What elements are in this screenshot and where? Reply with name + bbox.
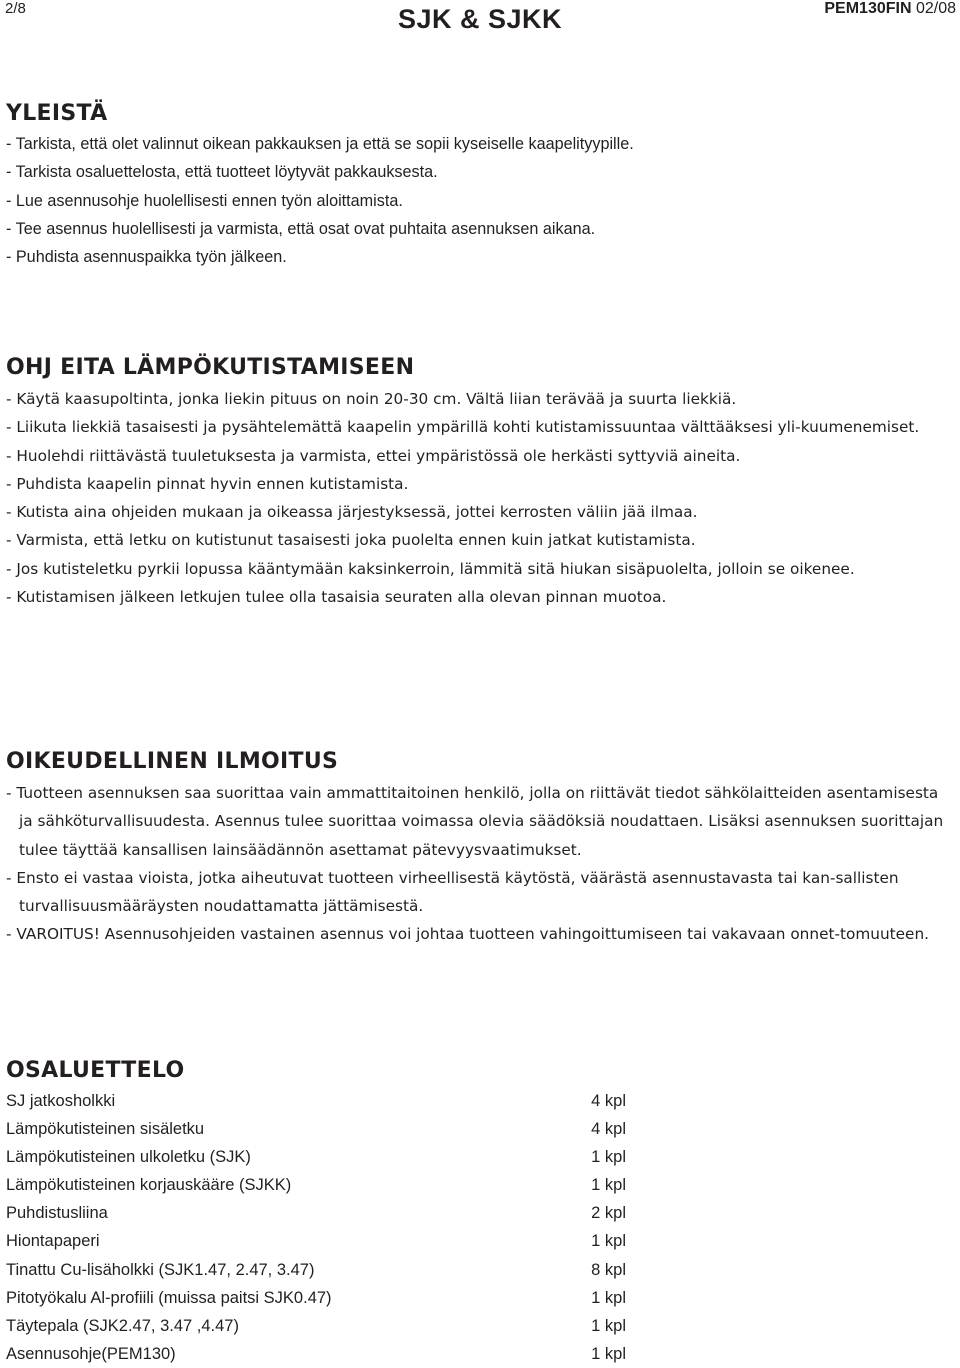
parts-row [6, 1227, 956, 1255]
list-item: - Puhdista asennuspaikka työn jälkeen. [6, 248, 287, 267]
list-item: - Kutista aina ohjeiden mukaan ja oikeassa järjestyksessä, jottei kerrosten väliin jää ilmaa. [6, 503, 698, 522]
parts-row [6, 1256, 956, 1284]
list-item: - Kutistamisen jälkeen letkujen tulee olla tasaisia seuraten alla olevan pinnan muotoa. [6, 588, 667, 607]
list-item: - Käytä kaasupoltinta, jonka liekin pituus on noin 20-30 cm. Vältä liian terävää ja suurta liekkiä. [6, 390, 737, 408]
section-osaluettelo [6, 1057, 956, 1368]
list-item: - Tee asennus huolellisesti ja varmista, että osat ovat puhtaita asennuksen aikana. [6, 219, 596, 238]
list-item: - Puhdista kaapelin pinnat hyvin ennen kutistamista. [6, 474, 409, 493]
parts-row [6, 1115, 956, 1143]
part-quantity: 1 kpl [591, 1316, 626, 1335]
section-title: OHJ EITA LÄMPÖKUTISTAMISEEN [6, 355, 415, 380]
list-item: - VAROITUS! Asennusohjeiden vastainen asennus voi johtaa tuotteen vahingoittumiseen tai vakavaan onnet-tomuuteen. [6, 925, 930, 944]
part-quantity: 8 kpl [591, 1260, 626, 1279]
list-item: - Liikuta liekkiä tasaisesti ja pysähtelemättä kaapelin ympärillä kohti kutistamissuuntaa välttääksesi yli-kuumenemiset. [6, 418, 920, 437]
section-ohjeita [6, 354, 956, 611]
list-item: - Huolehdi riittävästä tuuletuksesta ja varmista, ettei ympäristössä ole herkästi syttyviä aineita. [6, 446, 741, 465]
list-item: - Lue asennusohje huolellisesti ennen työn aloittamista. [6, 191, 403, 210]
parts-row [6, 1087, 956, 1115]
page-number: 2/8 [5, 0, 26, 17]
instruction-list [6, 385, 956, 611]
part-quantity: 2 kpl [591, 1204, 626, 1223]
list-item: - Tuotteen asennuksen saa suorittaa vain ammattitaitoinen henkilö, jolla on riittävät tiedot sähkölaitteiden asentamisesta ja sähköturvallisuudesta. Asennus tulee suorittaa voimassa olevia säädöksiä noudattaen. Lisäksi asennuksen suorittajan tulee täyttää kansallisen lainsäädännön asettamat pätevyysvaatimukset. [6, 784, 944, 859]
section-yleista [6, 100, 956, 271]
part-quantity: 4 kpl [591, 1120, 626, 1139]
part-name: Lämpökutisteinen ulkoletku (SJK) [6, 1148, 251, 1167]
document-title: SJK & SJKK [397, 4, 563, 34]
part-name: Asennusohje(PEM130) [6, 1344, 176, 1363]
part-name: Täytepala (SJK2.47, 3.47 ,4.47) [6, 1316, 239, 1335]
legal-list [6, 779, 956, 949]
document-code-id: PEM130FIN [824, 0, 912, 17]
parts-list [6, 1087, 956, 1368]
list-item: - Varmista, että letku on kutistunut tasaisesti joka puolelta ennen kuin jatkat kutistamista. [6, 531, 696, 550]
document-code [824, 0, 956, 18]
part-name: SJ jatkosholkki [6, 1092, 116, 1110]
list-item: - Tarkista, että olet valinnut oikean pakkauksen ja että se sopii kyseiselle kaapelityypille. [6, 135, 634, 153]
section-title: OIKEUDELLINEN ILMOITUS [6, 749, 339, 774]
parts-row [6, 1171, 956, 1199]
part-quantity: 1 kpl [591, 1148, 626, 1167]
parts-row [6, 1284, 956, 1312]
instruction-list [6, 130, 956, 271]
part-quantity: 1 kpl [591, 1288, 626, 1307]
parts-row [6, 1312, 956, 1340]
parts-row [6, 1199, 956, 1227]
part-name: Tinattu Cu-lisäholkki (SJK1.47, 2.47, 3.47) [6, 1260, 315, 1279]
part-quantity: 4 kpl [591, 1092, 626, 1110]
part-quantity: 1 kpl [591, 1176, 626, 1195]
part-name: Lämpökutisteinen korjauskääre (SJKK) [6, 1176, 292, 1195]
part-quantity: 1 kpl [591, 1232, 626, 1251]
parts-row [6, 1143, 956, 1171]
list-item: - Tarkista osaluettelosta, että tuotteet löytyvät pakkauksesta. [6, 163, 438, 182]
list-item: - Jos kutisteletku pyrkii lopussa kääntymään kaksinkerroin, lämmitä sitä hiukan sisäpuolelta, jolloin se oikenee. [6, 559, 855, 578]
part-name: Pitotyökalu Al-profiili (muissa paitsi SJK0.47) [6, 1288, 332, 1307]
section-title: YLEISTÄ [6, 101, 108, 126]
section-title: OSALUETTELO [6, 1058, 185, 1083]
document-code-date: 02/08 [911, 0, 956, 17]
part-quantity: 1 kpl [591, 1344, 626, 1363]
list-item: - Ensto ei vastaa vioista, jotka aiheutuvat tuotteen virheellisestä käytöstä, väärästä asennustavasta tai kan-sallisten turvallisuusmääräysten noudattamatta jättämisestä. [6, 868, 899, 916]
parts-row [6, 1340, 956, 1368]
part-name: Puhdistusliina [6, 1204, 108, 1223]
part-name: Lämpökutisteinen sisäletku [6, 1120, 205, 1139]
part-name: Hiontapaperi [6, 1232, 100, 1251]
section-oikeudellinen [6, 748, 956, 949]
